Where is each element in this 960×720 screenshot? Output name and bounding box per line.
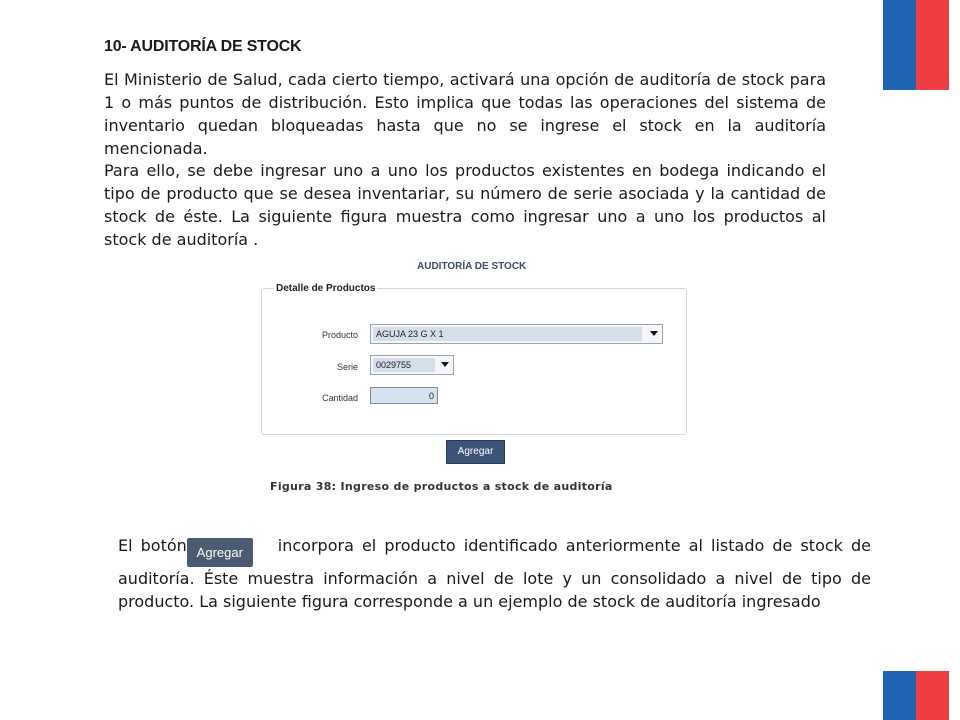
flag-stripe-top xyxy=(883,0,949,90)
paragraph-instructions: Para ello, se debe ingresar uno a uno los productos existentes en bodega indicando el tipo de producto que se desea inventariar, su número de serie asociada y la cantidad de stock de éste. La siguiente figura muestra como ingresar uno a uno los productos al stock de auditoría . xyxy=(104,161,826,249)
serie-value: 0029755 xyxy=(373,358,435,372)
producto-select[interactable] xyxy=(370,324,663,344)
chevron-down-icon[interactable] xyxy=(441,362,449,367)
figure-caption: Figura 38: Ingreso de productos a stock de auditoría xyxy=(270,480,613,493)
serie-label: Serie xyxy=(336,362,358,372)
agregar-button[interactable]: Agregar xyxy=(446,440,505,464)
paragraph-intro: El Ministerio de Salud, cada cierto tiempo, activará una opción de auditoría de stock para 1 o más puntos de distribución. Esto implica que todas las operaciones del sistema de inventario quedan bloqueadas hasta que no se ingrese el stock en la auditoría mencionada. xyxy=(104,70,826,158)
cantidad-input[interactable]: 0 xyxy=(370,387,438,404)
flag-red-band xyxy=(916,0,949,90)
paragraph-agregar xyxy=(118,534,871,613)
paragraph-agregar-start: El botón xyxy=(118,536,187,555)
fieldset-legend: Detalle de Productos xyxy=(276,283,376,294)
paragraph-agregar-rest: incorpora el producto identificado anteriormente al listado de stock de auditoría. Éste muestra información a nivel de lote y un consolidado a nivel de tipo de producto. La siguiente figura corresponde a un ejemplo de stock de auditoría ingresado xyxy=(118,536,872,611)
producto-value: AGUJA 23 G X 1 xyxy=(373,327,642,341)
section-heading: 10- AUDITORÍA DE STOCK xyxy=(104,38,302,55)
form-title: AUDITORÍA DE STOCK xyxy=(417,261,527,272)
inline-agregar-button: Agregar xyxy=(187,538,253,567)
product-detail-fieldset xyxy=(261,283,687,435)
audit-form-figure xyxy=(255,255,695,467)
flag-red-band xyxy=(916,671,949,720)
flag-blue-band xyxy=(883,0,916,90)
cantidad-label: Cantidad xyxy=(321,393,358,403)
flag-blue-band xyxy=(883,671,916,720)
flag-stripe-bottom xyxy=(883,671,949,720)
serie-select[interactable] xyxy=(370,355,454,375)
chevron-down-icon[interactable] xyxy=(650,331,658,336)
producto-label: Producto xyxy=(321,330,358,340)
